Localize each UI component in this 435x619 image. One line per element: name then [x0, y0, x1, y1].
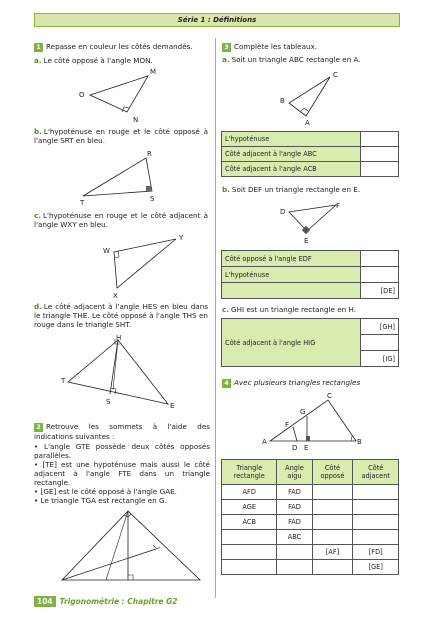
table-header-row: [222, 460, 399, 485]
indication-item: • Le triangle TGA est rectangle en G.: [34, 496, 167, 505]
exercise-title: Avec plusieurs triangles rectangles: [234, 378, 361, 387]
cell-opposite: [AF]: [312, 545, 353, 560]
indication-text: [GE] est le côté opposé à l'angle GAE.: [40, 487, 177, 496]
sub-label: b.: [222, 185, 230, 194]
label-c: C: [327, 392, 332, 400]
indication-item: • [GE] est le côté opposé à l'angle GAE.: [34, 487, 177, 496]
column-header: Triangle rectangle: [222, 460, 277, 485]
label-n: N: [133, 116, 139, 124]
table-row: [222, 560, 399, 575]
exercise-number: 4: [222, 379, 231, 388]
indication-item: • L'angle GTE possède deux côtés opposés parallèles.: [34, 442, 211, 460]
label-h: H: [116, 334, 122, 342]
question-text: Le côté adjacent à l'angle HES en bleu dans le triangle THE. Le côté opposé à l'angle THS en rouge dans le triangle SHT.: [34, 302, 208, 329]
table-row: [222, 485, 399, 500]
table-row: [222, 530, 399, 545]
label-f: F: [336, 202, 341, 210]
row-label: L'hypoténuse: [222, 132, 361, 147]
table-4: [221, 459, 399, 575]
series-header: Série 1 : Définitions: [34, 13, 400, 27]
question-text: Le côté opposé à l'angle MON.: [43, 56, 153, 65]
cell-opposite[interactable]: [312, 515, 353, 530]
indication-item: • [TE] est une hypoténuse mais aussi le côté adjacent à l'angle FTE dans un triangle rectangle.: [34, 460, 210, 487]
cell-triangle[interactable]: [222, 530, 277, 545]
cell-adjacent[interactable]: [353, 500, 399, 515]
label-x: X: [113, 292, 118, 300]
column-header: Côté opposé: [312, 460, 353, 485]
answer-cell: [GH]: [361, 319, 399, 335]
cell-adjacent: [GE]: [353, 560, 399, 575]
label-t: T: [61, 377, 66, 385]
indication-text: L'angle GTE possède deux côtés opposés parallèles.: [34, 442, 211, 460]
cell-angle: FAD: [277, 485, 312, 500]
table-row: [222, 515, 399, 530]
exercise-number: 1: [34, 43, 43, 52]
label-e: E: [170, 402, 175, 410]
row-label: Côté adjacent à l'angle ACB: [222, 162, 361, 177]
cell-angle[interactable]: [277, 560, 312, 575]
table-row: [222, 545, 399, 560]
row-label: Côté adjacent à l'angle HIG: [222, 319, 361, 367]
label-a: A: [262, 438, 267, 446]
sub-label: c.: [222, 305, 229, 314]
row-label: L'hypoténuse: [222, 267, 361, 283]
page-footer: [34, 596, 178, 610]
label-y: Y: [179, 234, 184, 242]
sub-label: a.: [222, 55, 230, 64]
cell-opposite[interactable]: [312, 560, 353, 575]
cell-triangle: AGE: [222, 500, 277, 515]
cell-opposite[interactable]: [312, 485, 353, 500]
cell-adjacent: [FD]: [353, 545, 399, 560]
question-text: L'hypoténuse en rouge et le côté opposé à l'angle SRT en bleu.: [34, 127, 208, 145]
page-number: 104: [34, 596, 56, 607]
exercise-title: Complète les tableaux.: [234, 42, 318, 51]
column-header: Côté adjacent: [353, 460, 399, 485]
question-text: Soit DEF un triangle rectangle en E.: [231, 185, 361, 194]
sub-label: a.: [34, 56, 42, 65]
cell-triangle: AFD: [222, 485, 277, 500]
label-e: E: [304, 237, 309, 245]
cell-opposite[interactable]: [312, 530, 353, 545]
label-f: F: [285, 421, 290, 429]
row-label: Côté adjacent à l'angle ABC: [222, 147, 361, 162]
label-b: B: [357, 438, 362, 446]
cell-triangle[interactable]: [222, 560, 277, 575]
sub-label: c.: [34, 211, 41, 220]
cell-opposite[interactable]: [312, 500, 353, 515]
label-b: B: [280, 97, 285, 105]
label-s: S: [106, 398, 111, 406]
label-g: G: [300, 408, 306, 416]
exercise-number: 3: [222, 43, 231, 52]
question-text: GHI est un triangle rectangle en H.: [231, 305, 357, 314]
cell-angle: FAD: [277, 500, 312, 515]
label-r: R: [147, 150, 152, 158]
answer-cell: [IG]: [361, 351, 399, 367]
cell-triangle: ACB: [222, 515, 277, 530]
label-m: M: [150, 68, 157, 76]
sub-label: b.: [34, 127, 42, 136]
indication-text: [TE] est une hypoténuse mais aussi le côté adjacent à l'angle FTE dans un triangle rectangle.: [34, 460, 210, 487]
label-t: T: [80, 199, 85, 207]
column-header: Angle aigu: [277, 460, 312, 485]
cell-angle[interactable]: [277, 545, 312, 560]
cell-adjacent[interactable]: [353, 515, 399, 530]
label-s: S: [150, 195, 155, 203]
table-row: [222, 500, 399, 515]
cell-adjacent[interactable]: [353, 485, 399, 500]
label-c: C: [333, 71, 338, 79]
cell-angle: ABC: [277, 530, 312, 545]
answer-cell: [DE]: [361, 283, 399, 299]
cell-adjacent[interactable]: [353, 530, 399, 545]
cell-angle: FAD: [277, 515, 312, 530]
question-text: Soit un triangle ABC rectangle en A.: [231, 55, 361, 64]
row-label: Côté opposé à l'angle EDF: [222, 251, 361, 267]
exercise-title: Retrouve les sommets à l'aide des indications suivantes :: [34, 422, 210, 441]
label-a: A: [305, 119, 310, 127]
label-w: W: [103, 247, 110, 255]
exercise-number: 2: [34, 423, 43, 432]
cell-triangle[interactable]: [222, 545, 277, 560]
label-d: D: [292, 444, 298, 452]
question-text: L'hypoténuse en rouge et le côté adjacent à l'angle WXY en bleu.: [34, 211, 208, 229]
chapter-title: Trigonométrie : Chapitre G2: [59, 597, 178, 606]
sub-label: d.: [34, 302, 42, 311]
label-d: D: [280, 208, 286, 216]
exercise-title: Repasse en couleur les côtés demandés.: [46, 42, 193, 51]
label-o: O: [79, 91, 85, 99]
label-e: E: [304, 444, 309, 452]
indication-text: Le triangle TGA est rectangle en G.: [40, 496, 167, 505]
